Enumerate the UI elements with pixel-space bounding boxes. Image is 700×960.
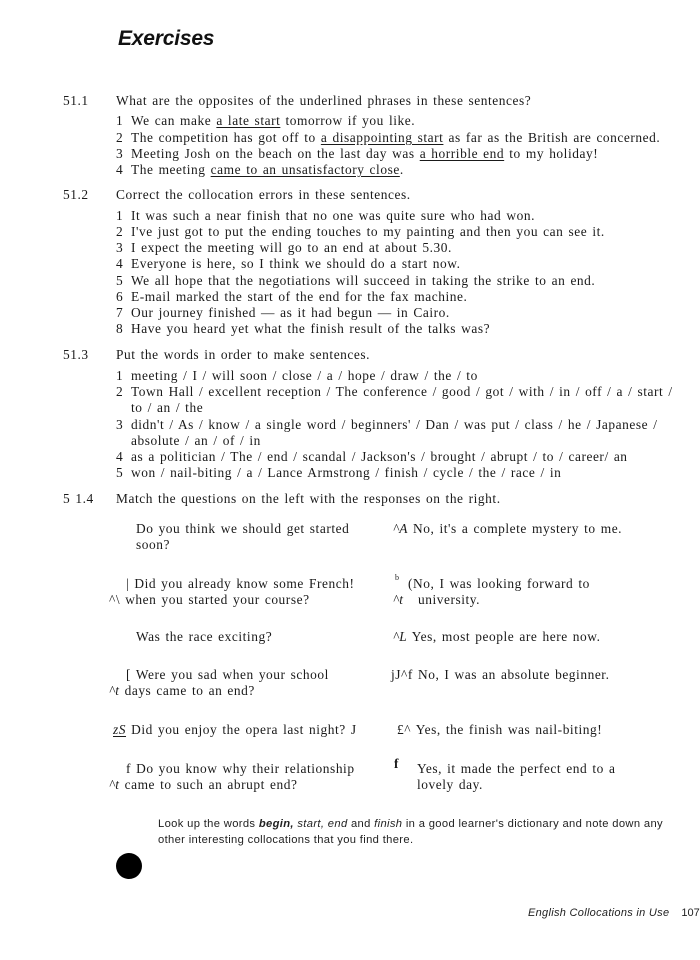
- exercise-item: [116, 240, 452, 256]
- page-title: Exercises: [118, 27, 215, 50]
- match-question: [126, 761, 355, 777]
- item-number: 4: [116, 162, 124, 177]
- exercise-item: [116, 146, 598, 162]
- exercise-item: [116, 384, 673, 400]
- question-text: Did you enjoy the opera last night? J: [126, 722, 357, 737]
- bullet-dot-icon: [116, 853, 142, 879]
- match-response-continuation: [393, 592, 403, 608]
- response-marker: ^t: [393, 592, 404, 607]
- note-keyword: finish: [374, 818, 403, 830]
- item-text: meeting / I / will soon / close / a / hope / draw / the / to: [131, 368, 478, 383]
- item-text: I expect the meeting will go to an end at about 5.30.: [131, 240, 452, 255]
- item-text: I've just got to put the ending touches to my painting and then you can see it.: [131, 224, 605, 239]
- response-text: Yes, most people are here now.: [407, 629, 601, 644]
- item-text: The meeting: [131, 162, 211, 177]
- item-text: Our journey finished — as it had begun — in Cairo.: [131, 305, 450, 320]
- match-question: [113, 722, 357, 738]
- note-text: Look up the words: [158, 818, 259, 830]
- underlined-phrase: a late start: [216, 113, 281, 128]
- question-text: days came to an end?: [124, 683, 255, 698]
- exercise-item: [116, 162, 404, 178]
- question-marker: ^\: [109, 592, 126, 607]
- underlined-phrase: a disappointing start: [320, 130, 444, 145]
- response-marker: £^: [397, 722, 412, 737]
- item-text: tomorrow if you like.: [280, 113, 416, 128]
- match-response: [397, 722, 602, 738]
- exercise-item: [116, 449, 628, 465]
- match-response-continuation: [417, 777, 483, 793]
- item-text: We can make: [131, 113, 217, 128]
- item-number: 1: [116, 208, 124, 223]
- item-text: as far as the British are concerned.: [443, 130, 661, 145]
- note-keyword: end: [327, 818, 348, 830]
- page-footer: [528, 907, 700, 919]
- exercise-item: [116, 224, 605, 240]
- item-text: .: [399, 162, 404, 177]
- exercise-number: 51.1: [63, 93, 89, 108]
- exercise-item: [116, 130, 660, 146]
- exercise-item: [116, 321, 490, 337]
- match-response-continuation: [418, 592, 480, 608]
- item-number: 2: [116, 224, 124, 239]
- item-text: Meeting Josh on the beach on the last day was: [131, 146, 420, 161]
- page-number: 107: [681, 907, 700, 919]
- note-text: and: [347, 818, 375, 830]
- item-text: to my holiday!: [504, 146, 599, 161]
- response-text: (No, I was looking forward to: [408, 576, 590, 591]
- exercise-item: [116, 465, 561, 481]
- question-text: Were you sad when your school: [135, 667, 329, 682]
- match-response: [391, 667, 609, 683]
- item-text: The competition has got off to: [131, 130, 321, 145]
- response-text: No, I was an absolute beginner.: [412, 667, 610, 682]
- response-marker: jJ^f: [391, 667, 413, 682]
- item-number: 4: [116, 449, 124, 464]
- question-marker: ^t: [109, 777, 125, 792]
- question-text: when you started your course?: [125, 592, 310, 607]
- exercise-item: [116, 368, 478, 384]
- item-text: to / an / the: [131, 400, 204, 415]
- item-number: 3: [116, 240, 124, 255]
- item-number: 8: [116, 321, 124, 336]
- question-text: soon?: [136, 537, 170, 552]
- exercise-item: [116, 113, 415, 129]
- question-text: Do you know why their relationship: [136, 761, 355, 776]
- exercise-instruction: Correct the collocation errors in these sentences.: [116, 187, 411, 202]
- note-text: in a good learner's dictionary and note down any other interesting collocations that you find there.: [158, 818, 663, 846]
- exercise-number: 51.3: [63, 347, 89, 362]
- match-question: [136, 521, 349, 537]
- note-keyword: begin,: [258, 818, 294, 830]
- item-text: E-mail marked the start of the end for the fax machine.: [131, 289, 468, 304]
- underlined-phrase: a horrible end: [419, 146, 505, 161]
- item-number: 5: [116, 273, 124, 288]
- exercise-number: 51.2: [63, 187, 89, 202]
- item-text: Town Hall / excellent reception / The conference / good / got / with / in / off / a / start /: [131, 384, 673, 399]
- response-text: lovely day.: [417, 777, 483, 792]
- book-title: English Collocations in Use: [528, 907, 670, 919]
- match-response: [408, 576, 590, 592]
- question-text: Was the race exciting?: [136, 629, 273, 644]
- item-number: 2: [116, 384, 124, 399]
- exercise-item: [116, 289, 467, 305]
- response-text: university.: [418, 592, 481, 607]
- underlined-phrase: came to an unsatisfactory close: [210, 162, 400, 177]
- match-question-continuation: [109, 683, 255, 699]
- match-question-continuation: [109, 777, 298, 793]
- item-text: didn't / As / know / a single word / beginners' / Dan / was put / class / he / Japanese /: [131, 417, 658, 432]
- note-keyword: start,: [297, 818, 325, 830]
- question-marker: zS: [113, 722, 127, 737]
- tip-note: [158, 816, 678, 848]
- match-question: [126, 667, 329, 683]
- response-text: Yes, it made the perfect end to a: [417, 761, 616, 776]
- item-text: It was such a near finish that no one was quite sure who had won.: [131, 208, 535, 223]
- item-text: absolute / an / of / in: [131, 433, 261, 448]
- match-question: [136, 629, 272, 645]
- match-question-continuation: [136, 537, 170, 553]
- response-text: No, it's a complete mystery to me.: [407, 521, 623, 536]
- match-response: [417, 761, 615, 777]
- question-text: came to such an abrupt end?: [124, 777, 298, 792]
- exercise-instruction: Match the questions on the left with the responses on the right.: [116, 491, 501, 506]
- item-number: 3: [116, 417, 124, 432]
- exercise-item: [116, 305, 450, 321]
- response-marker: ^A: [393, 521, 408, 536]
- item-number: 5: [116, 465, 124, 480]
- question-text: Did you already know some French!: [134, 576, 355, 591]
- response-text: Yes, the finish was nail-biting!: [411, 722, 603, 737]
- exercise-item: [116, 208, 535, 224]
- exercise-instruction: Put the words in order to make sentences.: [116, 347, 371, 362]
- item-text: as a politician / The / end / scandal / Jackson's / brought / abrupt / to / career/ an: [131, 449, 628, 464]
- match-response: [393, 521, 622, 537]
- response-marker: ^L: [393, 629, 408, 644]
- item-text: won / nail-biting / a / Lance Armstrong / finish / cycle / the / race / in: [131, 465, 562, 480]
- item-text: We all hope that the negotiations will succeed in taking the strike to an end.: [131, 273, 596, 288]
- question-marker: |: [126, 576, 135, 591]
- match-question-continuation: [109, 592, 310, 608]
- item-text: Everyone is here, so I think we should do a start now.: [131, 256, 461, 271]
- item-number: 1: [116, 368, 124, 383]
- exercise-item: [116, 417, 657, 433]
- item-number: 2: [116, 130, 124, 145]
- response-marker: b: [395, 573, 400, 582]
- item-text: Have you heard yet what the finish result of the talks was?: [131, 321, 491, 336]
- exercise-item: [116, 256, 461, 272]
- match-response: [393, 629, 601, 645]
- exercise-number: 5 1.4: [63, 491, 94, 506]
- item-number: 3: [116, 146, 124, 161]
- item-number: 4: [116, 256, 124, 271]
- response-marker: f: [394, 756, 400, 771]
- question-marker: [: [126, 667, 136, 682]
- question-text: Do you think we should get started: [136, 521, 350, 536]
- question-marker: ^t: [109, 683, 125, 698]
- item-number: 6: [116, 289, 124, 304]
- exercise-item-continuation: [116, 400, 203, 416]
- item-number: 1: [116, 113, 124, 128]
- exercise-instruction: What are the opposites of the underlined phrases in these sentences?: [116, 93, 532, 108]
- question-marker: f: [126, 761, 137, 776]
- match-question: [126, 576, 354, 592]
- item-number: 7: [116, 305, 124, 320]
- exercise-item-continuation: [116, 433, 261, 449]
- exercise-item: [116, 273, 595, 289]
